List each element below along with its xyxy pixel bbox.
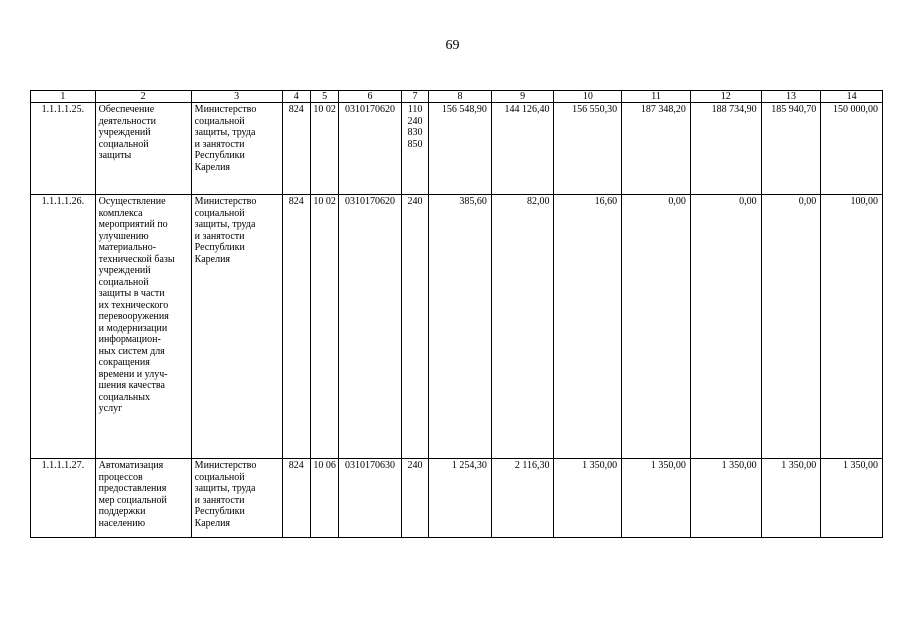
value-col-10: 1 350,00 xyxy=(554,459,622,538)
header-cell: 1 xyxy=(31,91,96,103)
table-row xyxy=(31,195,883,459)
item-name: Осуществление комплекса мероприятий по улучшению материально- технической базы учреждений социальной защиты в части их технического перевооружения и модернизации информацион- ных систем для сокращения времени и улуч- шения качества социальных услуг xyxy=(95,195,191,459)
header-cell: 5 xyxy=(310,91,338,103)
budget-table xyxy=(30,90,883,538)
item-name: Автоматизация процессов предоставления мер социальной поддержки населению xyxy=(95,459,191,538)
item-number: 1.1.1.1.26. xyxy=(31,195,96,459)
rzpr-code: 10 02 xyxy=(310,103,338,195)
vr-code: 240 xyxy=(401,195,428,459)
header-cell: 13 xyxy=(761,91,821,103)
rzpr-code: 10 02 xyxy=(310,195,338,459)
value-col-13: 185 940,70 xyxy=(761,103,821,195)
value-col-10: 156 550,30 xyxy=(554,103,622,195)
item-number: 1.1.1.1.27. xyxy=(31,459,96,538)
value-col-11: 187 348,20 xyxy=(622,103,691,195)
value-col-12: 0,00 xyxy=(690,195,761,459)
value-col-13: 1 350,00 xyxy=(761,459,821,538)
page-number: 69 xyxy=(445,38,460,53)
value-col-8: 1 254,30 xyxy=(429,459,492,538)
item-name: Обеспечение деятельности учреждений социальной защиты xyxy=(95,103,191,195)
csr-code: 0310170630 xyxy=(339,459,402,538)
item-executor: Министерство социальной защиты, труда и занятости Республики Карелия xyxy=(191,103,282,195)
header-cell: 9 xyxy=(491,91,554,103)
header-cell: 8 xyxy=(429,91,492,103)
value-col-13: 0,00 xyxy=(761,195,821,459)
csr-code: 0310170620 xyxy=(339,195,402,459)
grbs-code: 824 xyxy=(282,103,310,195)
table-row xyxy=(31,103,883,195)
value-col-8: 156 548,90 xyxy=(429,103,492,195)
value-col-11: 1 350,00 xyxy=(622,459,691,538)
header-cell: 11 xyxy=(622,91,691,103)
value-col-12: 188 734,90 xyxy=(690,103,761,195)
header-cell: 10 xyxy=(554,91,622,103)
vr-code: 240 xyxy=(401,459,428,538)
value-col-14: 1 350,00 xyxy=(821,459,883,538)
header-cell: 2 xyxy=(95,91,191,103)
value-col-9: 82,00 xyxy=(491,195,554,459)
vr-code: 110 240 830 850 xyxy=(401,103,428,195)
header-cell: 7 xyxy=(401,91,428,103)
item-executor: Министерство социальной защиты, труда и занятости Республики Карелия xyxy=(191,459,282,538)
table-header-row xyxy=(31,91,883,103)
grbs-code: 824 xyxy=(282,195,310,459)
grbs-code: 824 xyxy=(282,459,310,538)
csr-code: 0310170620 xyxy=(339,103,402,195)
rzpr-code: 10 06 xyxy=(310,459,338,538)
value-col-11: 0,00 xyxy=(622,195,691,459)
value-col-9: 144 126,40 xyxy=(491,103,554,195)
header-cell: 3 xyxy=(191,91,282,103)
item-number: 1.1.1.1.25. xyxy=(31,103,96,195)
value-col-8: 385,60 xyxy=(429,195,492,459)
header-cell: 12 xyxy=(690,91,761,103)
value-col-14: 100,00 xyxy=(821,195,883,459)
value-col-9: 2 116,30 xyxy=(491,459,554,538)
header-cell: 6 xyxy=(339,91,402,103)
table-row xyxy=(31,459,883,538)
value-col-10: 16,60 xyxy=(554,195,622,459)
header-cell: 14 xyxy=(821,91,883,103)
header-cell: 4 xyxy=(282,91,310,103)
value-col-14: 150 000,00 xyxy=(821,103,883,195)
item-executor: Министерство социальной защиты, труда и занятости Республики Карелия xyxy=(191,195,282,459)
value-col-12: 1 350,00 xyxy=(690,459,761,538)
